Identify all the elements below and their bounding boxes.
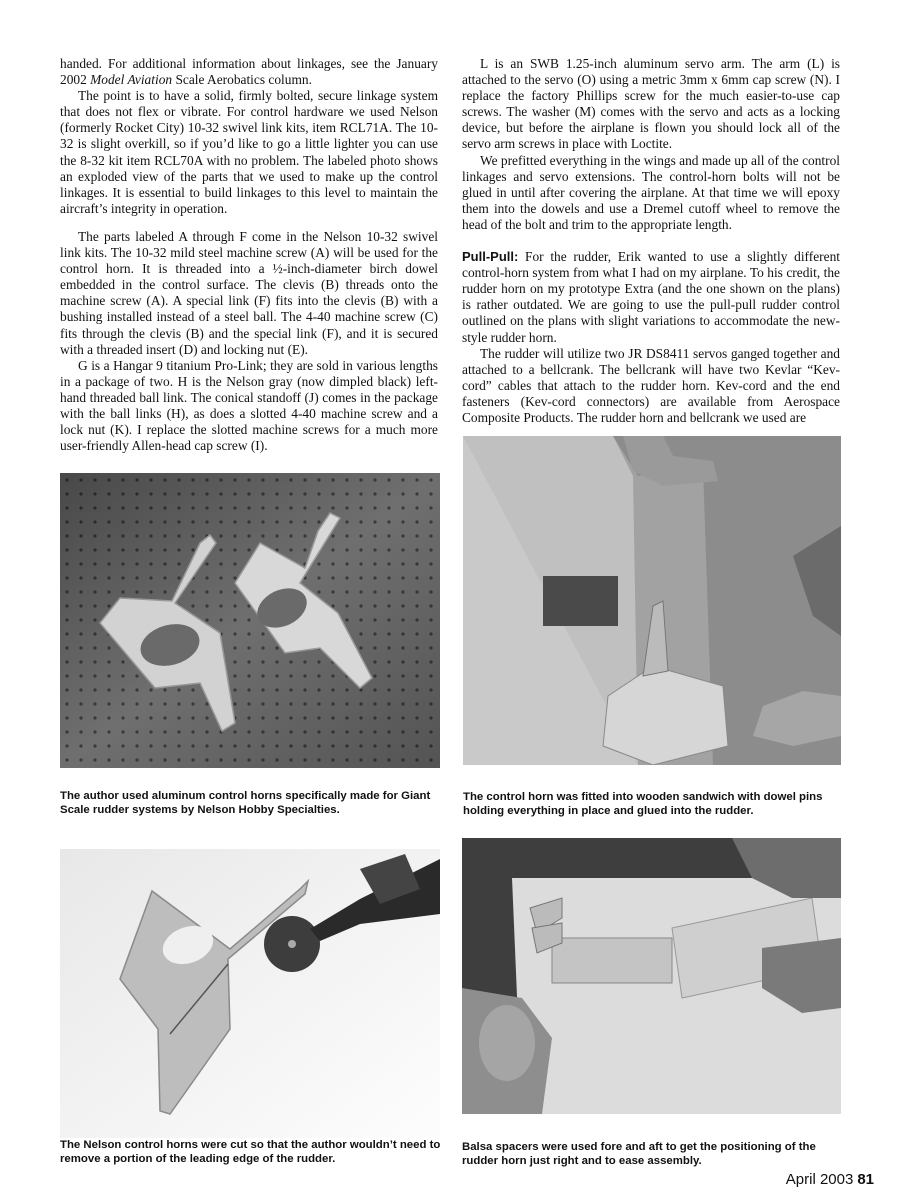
paragraph: The point is to have a solid, firmly bolted, secure linkage system that does not flex or vibrate. For control hardware we used Nelson (formerly Rocket City) 10-32 swivel link kits, item RCL71A. The 10-32 is slight overkill, so if you’d like to go a little lighter you can use the 8-32 kit item RCL70A with no problem. The labeled photo shows an exploded view of the parts that we used to make up the control linkages. It is essential to build linkages to this level to maintain the aircraft’s integrity in operation. xyxy=(60,88,438,216)
right-text-column xyxy=(462,56,840,426)
paragraph: The parts labeled A through F come in the Nelson 10-32 swivel link kits. The 10-32 mild steel machine screw (A) will be used for the control horn. It is threaded into a ½-inch-diameter birch dowel embedded in the control surface. The clevis (B) threads onto the machine screw (A). A special link (F) fits into the clevis (B) with a bushing installed instead of a steel ball. The 4-40 machine screw (C) fits through the clevis (B) and the special link (F), and it is secured with a threaded insert (D) and locking nut (E). xyxy=(60,228,438,357)
balsa-spacers-image xyxy=(462,838,841,1114)
photo-balsa-spacers xyxy=(462,838,841,1114)
photo-control-horns xyxy=(60,473,440,768)
paragraph: L is an SWB 1.25-inch aluminum servo arm. The arm (L) is attached to the servo (O) using a metric 3mm x 6mm cap screw (N). I replace the factory Phillips screw for the much easier-to-use cap screws. The washer (M) comes with the servo and acts as a locking device, but before the airplane is flown you should lock all of the servo arm screws in place with Loctite. xyxy=(462,56,840,152)
paragraph: The rudder will utilize two JR DS8411 servos ganged together and attached to a bellcrank. The bellcrank will have two Kevlar “Kev-cord” cables that attach to the rudder horn. Kev-cord and the end fasteners (Kev-cord connectors) are available from Aerospace Composite Products. The rudder horn and bellcrank we used are xyxy=(462,345,840,425)
caption-control-horns: The author used aluminum control horns specifically made for Giant Scale rudder systems by Nelson Hobby Specialties. xyxy=(60,790,431,816)
page-footer xyxy=(786,1171,874,1188)
cut-horn-dremel-image xyxy=(60,849,440,1138)
caption-rudder-sandwich: The control horn was fitted into wooden sandwich with dowel pins holding everything in place and glued into the rudder. xyxy=(463,791,823,817)
paragraph: handed. For additional information about linkages, see the January 2002 Model Aviation Scale Aerobatics column. xyxy=(60,56,438,88)
paragraph: Pull-Pull: For the rudder, Erik wanted to use a slightly different control-horn system from what I had on my airplane. To his credit, the rudder horn on my prototype Extra (and the one shown on the plans) is rather outdated. We are going to use the pull-pull rudder control outlined on the plans with slight variations to accommodate the new-style rudder horn. xyxy=(462,249,840,345)
issue-date: April 2003 xyxy=(785,1171,854,1188)
rudder-sandwich-image xyxy=(463,436,841,765)
photo-rudder-sandwich xyxy=(463,436,841,765)
section-lead: Pull-Pull: xyxy=(462,249,519,265)
caption-cut-horn: The Nelson control horns were cut so that the author wouldn’t need to remove a portion of the leading edge of the rudder. xyxy=(60,1139,441,1165)
control-horns-image xyxy=(60,473,440,768)
left-text-column xyxy=(60,56,438,454)
page-number: 81 xyxy=(857,1171,874,1188)
caption-balsa-spacers: Balsa spacers were used fore and aft to get the positioning of the rudder horn just right and to ease assembly. xyxy=(462,1141,816,1167)
photo-cut-horn-dremel xyxy=(60,849,440,1138)
paragraph: G is a Hangar 9 titanium Pro-Link; they are sold in various lengths in a package of two. H is the Nelson gray (now dimpled black) left-hand threaded ball link. The conical standoff (J) comes in the package with the ball links (H), as does a slotted 4-40 machine screw and a lock nut (K). I replace the slotted machine screws for a much more user-friendly Allen-head cap screw (I). xyxy=(60,357,438,454)
paragraph: We prefitted everything in the wings and made up all of the control linkages and servo extensions. The control-horn bolts will not be glued in until after covering the airplane. At that time we will epoxy them into the dowels and use a Dremel cutoff wheel to remove the head of the bolt and trim to the appropriate length. xyxy=(462,152,840,232)
